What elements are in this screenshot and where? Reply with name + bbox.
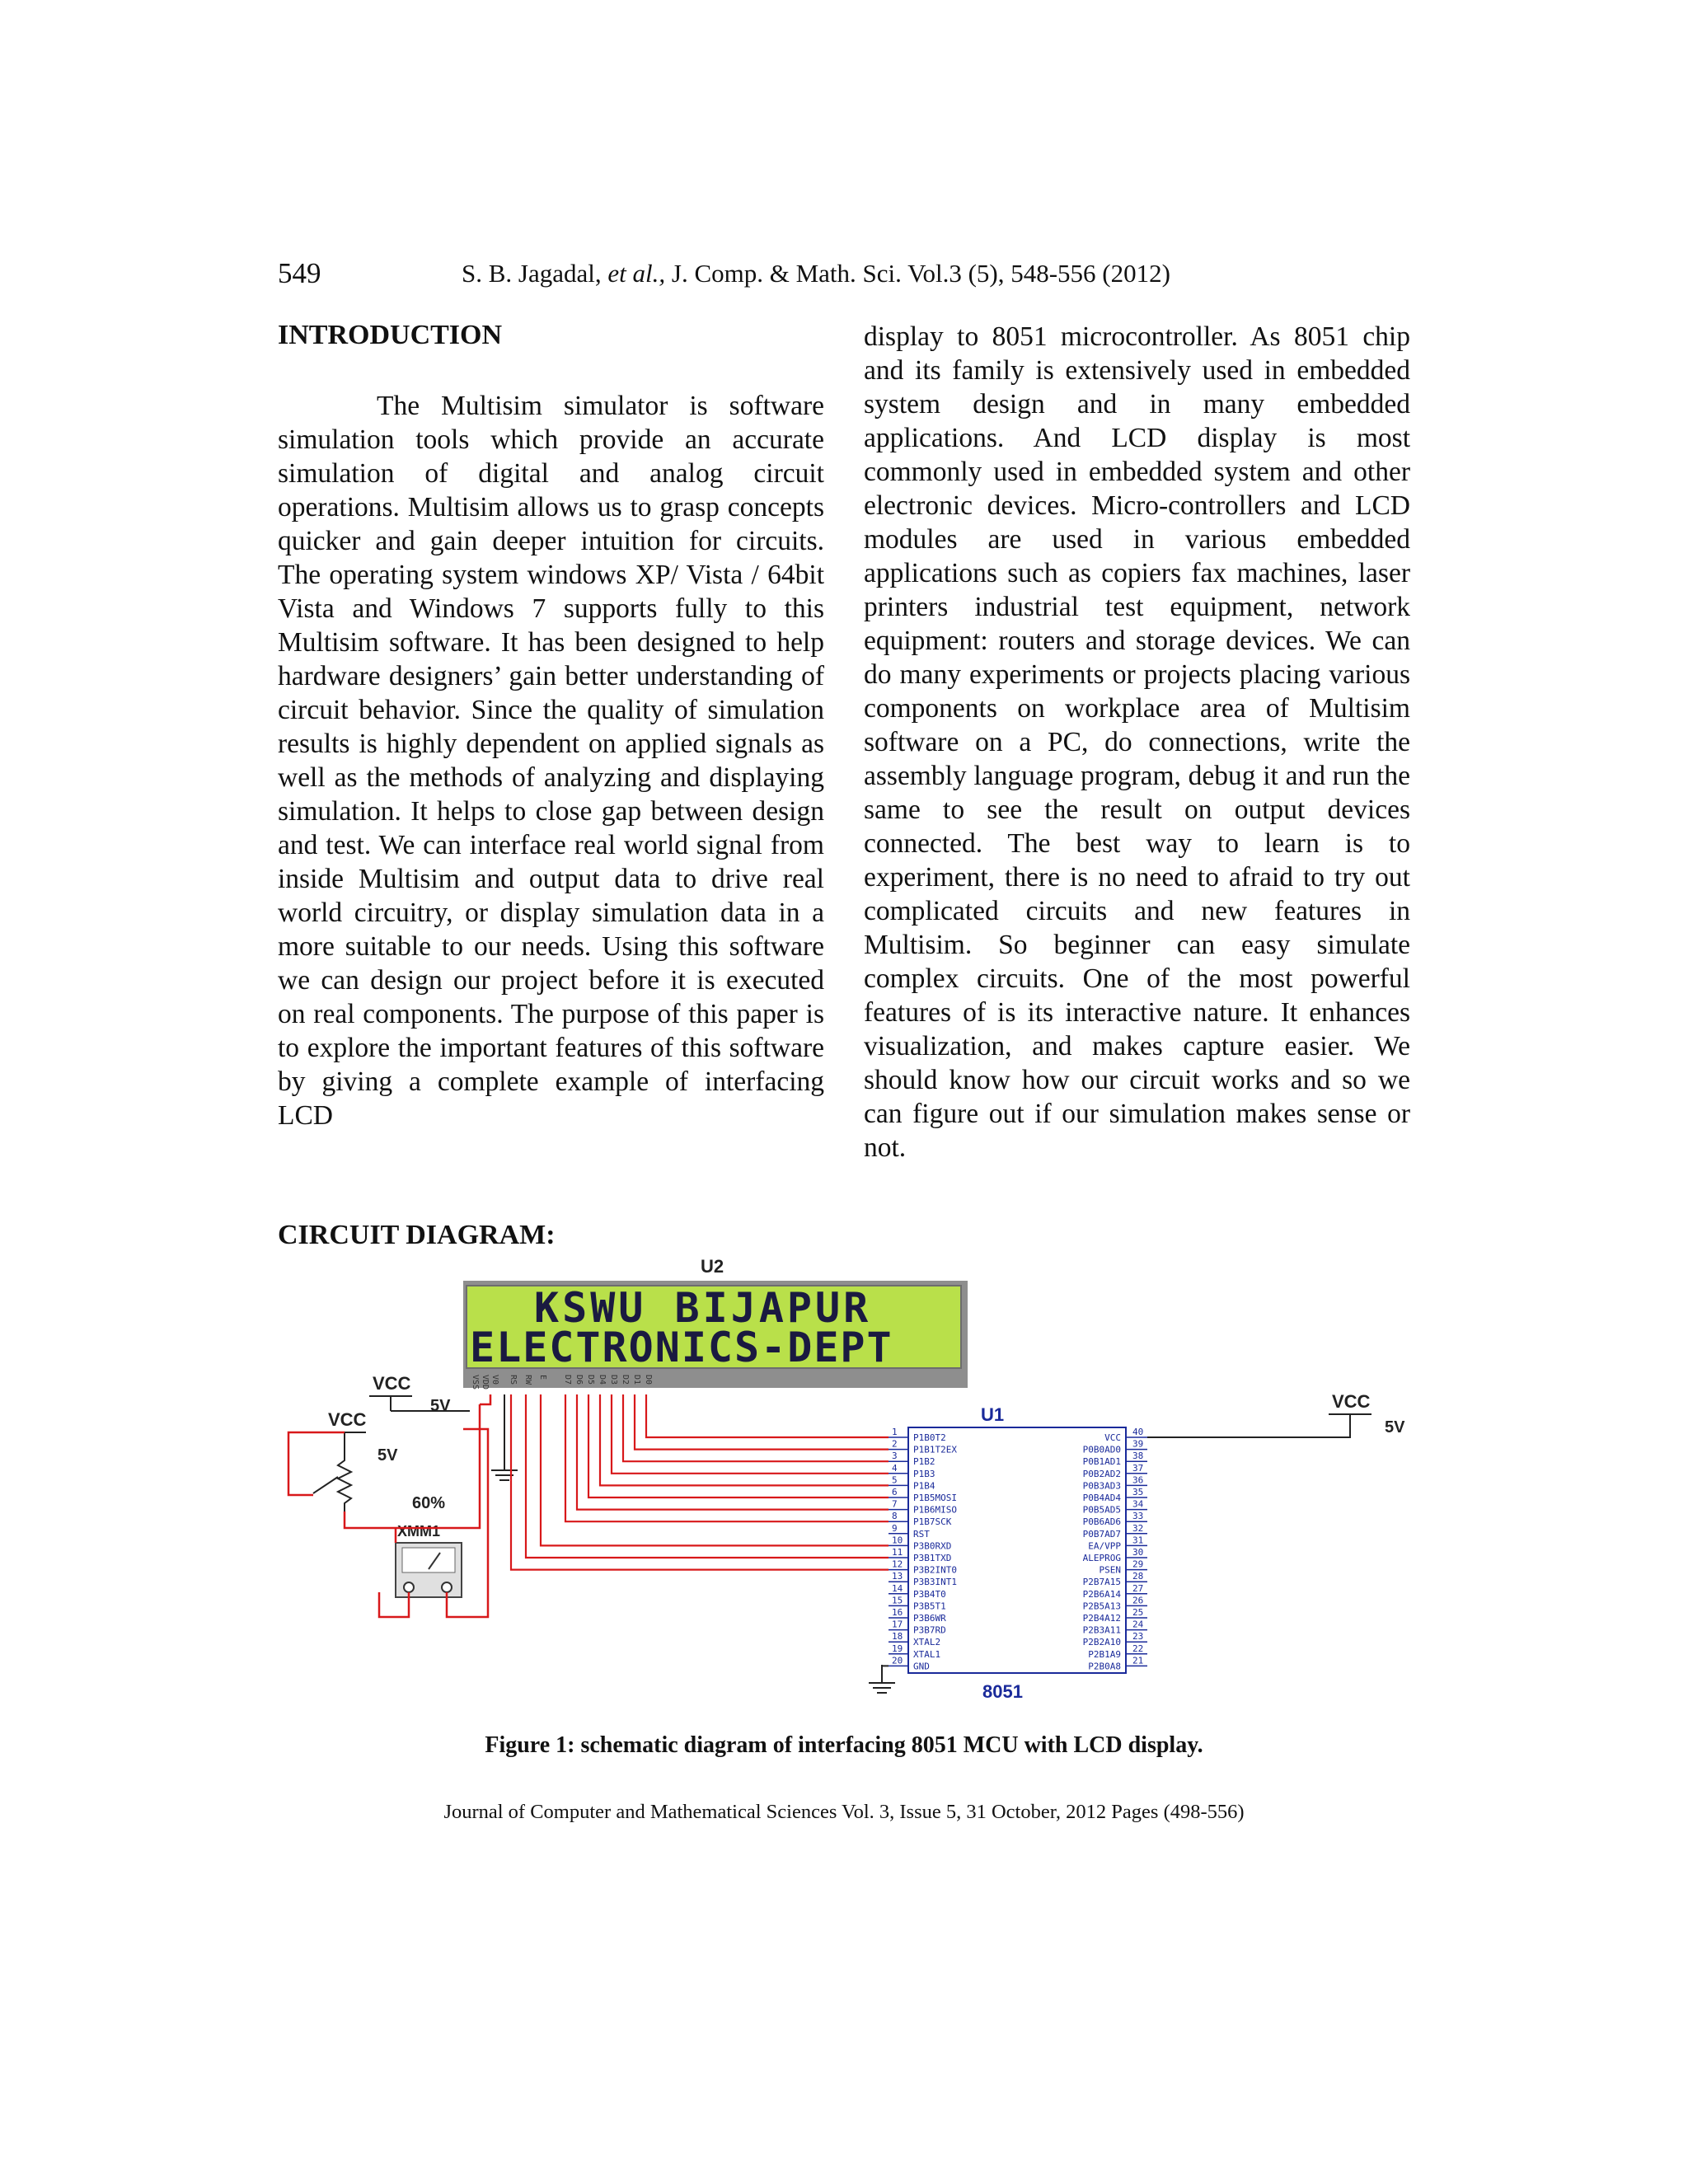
mcu-pin-number-left: 14 xyxy=(892,1582,903,1594)
mcu-pin-number-right: 27 xyxy=(1132,1582,1144,1594)
vcc-label-pot: VCC xyxy=(328,1409,367,1430)
lcd-pin-label: D3 xyxy=(609,1375,618,1385)
mcu-pin-name-left: P3B7RD xyxy=(913,1624,946,1636)
lcd-pin-label: D1 xyxy=(632,1375,641,1385)
lcd-pin-label: V0 xyxy=(490,1375,499,1385)
data-bus-wire xyxy=(646,1394,889,1437)
lcd-to-mcu-wires xyxy=(511,1394,889,1570)
data-bus-wire xyxy=(600,1394,889,1485)
multimeter-reference-label: XMM1 xyxy=(397,1523,441,1540)
mcu-pin-number-left: 15 xyxy=(892,1595,903,1606)
five-volt-label-lcd: 5V xyxy=(430,1397,451,1415)
mcu-pin-name-right: ALEPROG xyxy=(1082,1553,1121,1563)
mcu-pin-number-right: 32 xyxy=(1132,1522,1144,1534)
five-volt-label-mcu: 5V xyxy=(1385,1418,1405,1436)
mcu-pin-name-left: RST xyxy=(913,1528,930,1540)
lcd-pin-label: D0 xyxy=(644,1375,653,1385)
mcu-pin-name-right: EA/VPP xyxy=(1088,1540,1121,1552)
mcu-pin-name-left: P1B5MOSI xyxy=(913,1493,957,1503)
introduction-paragraph-left: The Multisim simulator is software simulation tools which provide an accurate simulation of digital and analog circuit operations. Multisim allows us to grasp concepts quicker and gain deeper intuition for circuits. The operating system windows XP/ Vista / 64bit Vista and Windows 7 supports fully to this Multisim software. It has been designed to help hardware designers’ gain better understanding of circuit behavior. Since the quality of simulation results is highly dependent on applied signals as well as the methods of analyzing and displaying simulation. It helps to close gap between design and test. We can interface real world signal from inside Multisim and output data to drive real world circuitry, or display simulation data in a more suitable to our needs. Using this software we can design our project before it is executed on real components. The purpose of this paper is to explore the important features of this software by giving a complete example of interfacing LCD xyxy=(278,391,824,1131)
page-number: 549 xyxy=(278,257,321,289)
multimeter-terminal-minus xyxy=(404,1582,414,1592)
circuit-schematic-figure xyxy=(272,1254,1423,1728)
mcu-pin-number-right: 35 xyxy=(1132,1487,1144,1497)
journal-footer: Journal of Computer and Mathematical Sciences Vol. 3, Issue 5, 31 October, 2012 Pages (498-556) xyxy=(443,1801,1245,1823)
lcd-pin-label: D4 xyxy=(598,1375,607,1385)
mcu-pin-name-left: P1B2 xyxy=(913,1456,935,1468)
running-head-et-al: et al., xyxy=(607,259,666,288)
mcu-pin-name-left: P1B3 xyxy=(913,1468,935,1479)
lcd-pin-label: D2 xyxy=(621,1375,630,1385)
control-wire xyxy=(511,1394,889,1570)
mcu-pin-name-right: P2B7A15 xyxy=(1082,1577,1121,1588)
mcu-pin-number-right: 28 xyxy=(1132,1571,1144,1582)
mcu-pin-name-left: XTAL1 xyxy=(913,1648,941,1660)
mcu-pin-number-right: 25 xyxy=(1132,1607,1144,1618)
data-bus-wire xyxy=(635,1394,889,1450)
lcd-reference-label: U2 xyxy=(701,1256,724,1277)
pot-percent-label: 60% xyxy=(412,1494,446,1512)
mcu-pin-number-right: 21 xyxy=(1132,1655,1144,1666)
mcu-pin-number-left: 20 xyxy=(892,1655,903,1666)
mcu-pin-name-left: XTAL2 xyxy=(913,1637,941,1648)
mcu-pin-number-right: 40 xyxy=(1132,1427,1144,1437)
mcu-pin-name-right: P2B2A10 xyxy=(1082,1637,1121,1648)
mcu-pin-number-left: 13 xyxy=(892,1571,903,1582)
mcu-pin-name-right: P0B2AD2 xyxy=(1082,1468,1121,1479)
pot-wiper xyxy=(313,1477,338,1493)
mcu-pin-number-left: 9 xyxy=(892,1522,898,1534)
mcu-pin-name-right: P2B4A12 xyxy=(1082,1613,1121,1624)
mcu-pin-number-left: 5 xyxy=(892,1474,898,1486)
running-head-authors: S. B. Jagadal, xyxy=(462,259,608,288)
data-bus-wire xyxy=(623,1394,889,1461)
mcu-pin-number-right: 30 xyxy=(1132,1547,1144,1558)
mcu-pin-name-right: P0B5AD5 xyxy=(1082,1504,1121,1516)
mcu-pin-number-right: 39 xyxy=(1132,1438,1144,1450)
mcu-pin-name-left: P3B6WR xyxy=(913,1613,946,1624)
control-wire xyxy=(526,1394,889,1558)
mcu-pin-name-left: GND xyxy=(913,1661,930,1672)
schematic-svg xyxy=(272,1254,1423,1728)
mcu-pin-number-left: 6 xyxy=(892,1487,898,1497)
mcu-pin-name-right: P2B3A11 xyxy=(1082,1624,1121,1636)
control-wire xyxy=(541,1394,889,1545)
mcu-pin-name-left: P1B6MISO xyxy=(913,1504,957,1516)
mcu-pin-number-left: 8 xyxy=(892,1511,898,1522)
mcu-pin-number-left: 16 xyxy=(892,1607,903,1618)
mcu-pin-name-left: P3B4T0 xyxy=(913,1588,946,1600)
introduction-right-column xyxy=(864,320,1410,1165)
mcu-pin-number-right: 36 xyxy=(1132,1474,1144,1486)
mcu-pin-number-right: 22 xyxy=(1132,1643,1144,1654)
mcu-pin-number-right: 38 xyxy=(1132,1451,1144,1462)
mcu-pin-number-left: 2 xyxy=(892,1438,898,1450)
mcu-pin-name-right: P2B5A13 xyxy=(1082,1601,1121,1612)
mcu-pin-name-right: P2B1A9 xyxy=(1088,1648,1121,1660)
lcd-pin-label: VSS xyxy=(471,1375,480,1390)
vcc-label-mcu: VCC xyxy=(1332,1391,1371,1412)
mcu-pin-name-right: PSEN xyxy=(1099,1564,1121,1576)
mcu-pin-name-left: P1B7SCK xyxy=(913,1516,952,1528)
mcu-pin-number-right: 26 xyxy=(1132,1595,1144,1606)
lcd-pin-label: D5 xyxy=(586,1375,595,1385)
lcd-pin-label: RW xyxy=(523,1375,532,1385)
mcu-vcc-wire xyxy=(1147,1431,1350,1437)
figure-caption: Figure 1: schematic diagram of interfacing 8051 MCU with LCD display. xyxy=(485,1732,1203,1758)
mcu-pin-name-left: P3B3INT1 xyxy=(913,1577,957,1588)
lcd-pin-label: D6 xyxy=(574,1375,584,1385)
mcu-pin-number-left: 18 xyxy=(892,1631,903,1643)
lcd-pin-label: D7 xyxy=(563,1375,572,1385)
mcu-pin-name-left: P3B1TXD xyxy=(913,1553,952,1563)
lcd-pin-label: E xyxy=(538,1375,547,1380)
mcu-pin-name-right: P0B0AD0 xyxy=(1082,1444,1121,1455)
introduction-paragraph-right: display to 8051 microcontroller. As 8051 chip and its family is extensively used in embedded system design and in many embedded applications. And LCD display is most commonly used in embedded system and other electronic devices. Micro-controllers and LCD modules are used in various embedded applications such as copiers fax machines, laser printers industrial test equipment, network equipment: routers and storage devices. We can do many experiments or projects placing various components on workplace area of Multisim software on a PC, do connections, write the assembly language program, debug it and run the same to see the result on output devices connected. The best way to learn is to experiment, there is no need to afraid to try out complicated circuits and new features in Multisim. So beginner can easy simulate complex circuits. One of the most powerful features of is its interactive nature. It enhances visualization, and makes capture easier. We should know how our circuit works and so we can figure out if our simulation makes sense or not. xyxy=(864,321,1410,1163)
mcu-pin-number-left: 4 xyxy=(892,1462,898,1474)
mcu-reference-label: U1 xyxy=(981,1404,1005,1425)
multimeter-terminal-plus xyxy=(442,1582,452,1592)
mcu-part-label: 8051 xyxy=(982,1681,1023,1702)
mcu-pin-name-right: VCC xyxy=(1104,1432,1121,1443)
mcu-pin-name-left: P3B2INT0 xyxy=(913,1564,957,1576)
mcu-pin-number-right: 29 xyxy=(1132,1558,1144,1570)
mcu-pin-number-left: 11 xyxy=(892,1547,903,1558)
lcd-line-2: ELECTRONICS-DEPT xyxy=(470,1324,893,1371)
mcu-gnd-wire xyxy=(882,1665,889,1666)
lcd-pin-label: RS xyxy=(509,1375,518,1385)
mcu-pin-name-right: P0B3AD3 xyxy=(1082,1480,1121,1492)
mcu-pin-name-right: P0B6AD6 xyxy=(1082,1516,1121,1528)
introduction-left-column xyxy=(278,389,824,1132)
vcc-label-lcd: VCC xyxy=(373,1373,411,1394)
mcu-pin-number-left: 10 xyxy=(892,1535,903,1546)
mcu-pin-name-right: P2B6A14 xyxy=(1082,1588,1121,1600)
data-bus-wire xyxy=(565,1394,889,1521)
data-bus-wire xyxy=(588,1394,889,1497)
mcu-pin-name-right: P0B1AD1 xyxy=(1082,1456,1121,1468)
mcu-pin-name-right: P0B7AD7 xyxy=(1082,1528,1121,1540)
lcd-line-1: KSWU BIJAPUR xyxy=(534,1284,872,1332)
mcu-pin-number-right: 24 xyxy=(1132,1619,1144,1630)
mcu-pin-number-left: 17 xyxy=(892,1619,903,1630)
mcu-pin-number-right: 33 xyxy=(1132,1511,1144,1522)
mcu-pin-name-left: P1B1T2EX xyxy=(913,1444,957,1455)
mcu-pin-number-left: 1 xyxy=(892,1427,898,1437)
mcu-pin-number-left: 7 xyxy=(892,1498,898,1510)
mcu-pin-number-left: 3 xyxy=(892,1451,898,1462)
lcd-pin-label: VDD xyxy=(481,1375,490,1390)
introduction-heading: INTRODUCTION xyxy=(278,320,503,350)
circuit-diagram-heading: CIRCUIT DIAGRAM: xyxy=(278,1220,556,1250)
mcu-pin-name-right: P2B0A8 xyxy=(1088,1661,1121,1672)
mcu-pin-number-left: 12 xyxy=(892,1558,903,1570)
mcu-pin-name-left: P3B5T1 xyxy=(913,1601,946,1612)
potentiometer xyxy=(338,1452,351,1511)
mcu-pin-name-right: P0B4AD4 xyxy=(1082,1493,1121,1503)
mcu-pin-number-right: 23 xyxy=(1132,1631,1144,1643)
mcu-pin-number-right: 34 xyxy=(1132,1498,1144,1510)
mcu-pin-name-left: P1B4 xyxy=(913,1480,935,1492)
mcu-pin-number-right: 37 xyxy=(1132,1462,1144,1474)
mcu-pin-number-right: 31 xyxy=(1132,1535,1144,1546)
mcu-pin-number-left: 19 xyxy=(892,1643,903,1654)
running-head xyxy=(462,259,1170,288)
mcu-pin-name-left: P1B0T2 xyxy=(913,1432,946,1443)
running-head-citation: J. Comp. & Math. Sci. Vol.3 (5), 548-556 (2012) xyxy=(665,259,1170,288)
mcu-pin-name-left: P3B0RXD xyxy=(913,1540,952,1552)
five-volt-label-pot: 5V xyxy=(377,1446,398,1465)
